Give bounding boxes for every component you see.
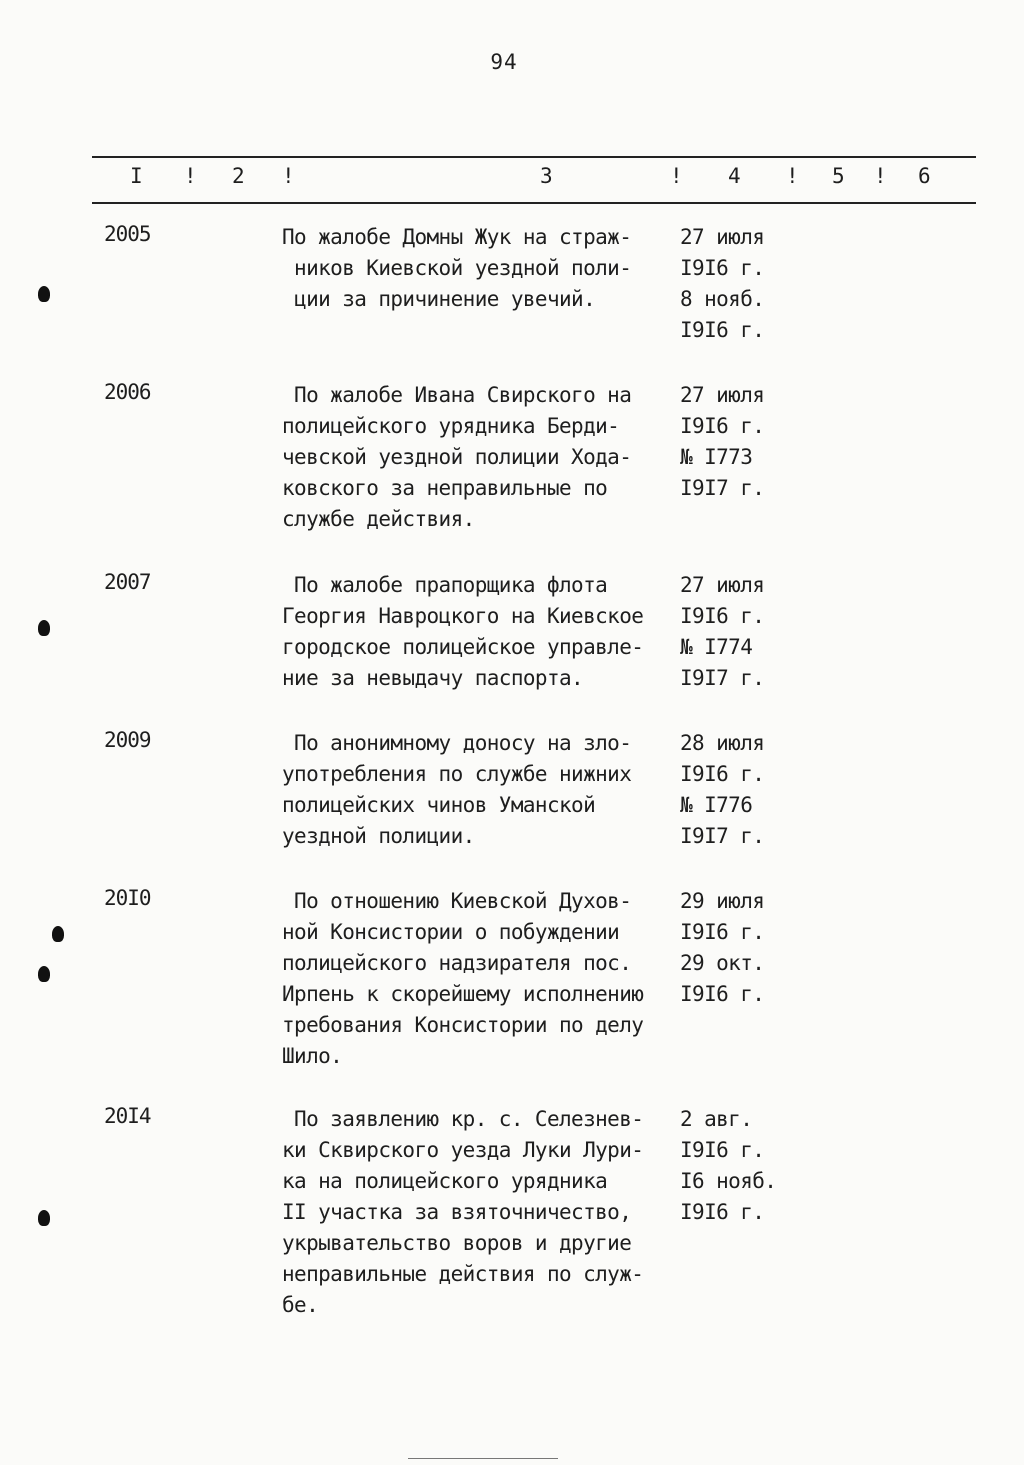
binding-hole-mark [38,966,50,982]
header-col-6: 6 [918,164,931,188]
header-col-1: I [130,164,143,188]
record-description: По жалобе прапорщика флота Георгия Навроцкого на Киевское городское полицейское управле- ние за невыдачу паспорта. [282,573,644,690]
header-col-4: 4 [728,164,741,188]
header-col-3: 3 [540,164,553,188]
record-description: По жалобе Домны Жук на страж- ников Киевской уездной поли- ции за причинение увечий. [282,225,632,311]
header-sep-4: ! [786,164,799,188]
record-dates: 28 июля I9I6 г. № I776 I9I7 г. [680,731,765,848]
record-number: 2006 [104,380,151,404]
binding-hole-mark [38,286,50,302]
record-description: По заявлению кр. с. Селезнев- ки Сквирского уезда Луки Лури- ка на полицейского урядника II участка за взяточничество, укрывательство воров и другие неправильные действия по служ- бе. [282,1107,644,1317]
record-dates: 27 июля I9I6 г. 8 нояб. I9I6 г. [680,225,765,342]
table-header [92,164,976,194]
record-number: 20I4 [104,1104,151,1128]
header-sep-1: ! [184,164,197,188]
page-number: 94 [490,50,518,74]
record-number: 2007 [104,570,151,594]
header-col-2: 2 [232,164,245,188]
binding-hole-mark [52,926,64,942]
record-number: 2005 [104,222,151,246]
footer-line [408,1458,558,1459]
record-dates: 29 июля I9I6 г. 29 окт. I9I6 г. [680,889,765,1006]
header-sep-2: ! [282,164,295,188]
record-dates: 27 июля I9I6 г. № I773 I9I7 г. [680,383,765,500]
record-number: 2009 [104,728,151,752]
record-description: По жалобе Ивана Свирского на полицейского урядника Берди- чевской уездной полиции Хода- ковского за неправильные по службе действия. [282,383,632,531]
binding-hole-mark [38,1210,50,1226]
record-dates: 27 июля I9I6 г. № I774 I9I7 г. [680,573,765,690]
binding-hole-mark [38,620,50,636]
record-description: По анонимному доносу на зло- употребления по службе нижних полицейских чинов Уманской уездной полиции. [282,731,632,848]
header-col-5: 5 [832,164,845,188]
table-top-rule [92,156,976,158]
table-header-rule [92,202,976,204]
header-sep-3: ! [670,164,683,188]
header-sep-5: ! [874,164,887,188]
record-description: По отношению Киевской Духов- ной Консистории о побуждении полицейского надзирателя пос. Ирпень к скорейшему исполнению требования Консистории по делу Шило. [282,889,644,1068]
record-dates: 2 авг. I9I6 г. I6 нояб. I9I6 г. [680,1107,777,1224]
record-number: 20I0 [104,886,151,910]
